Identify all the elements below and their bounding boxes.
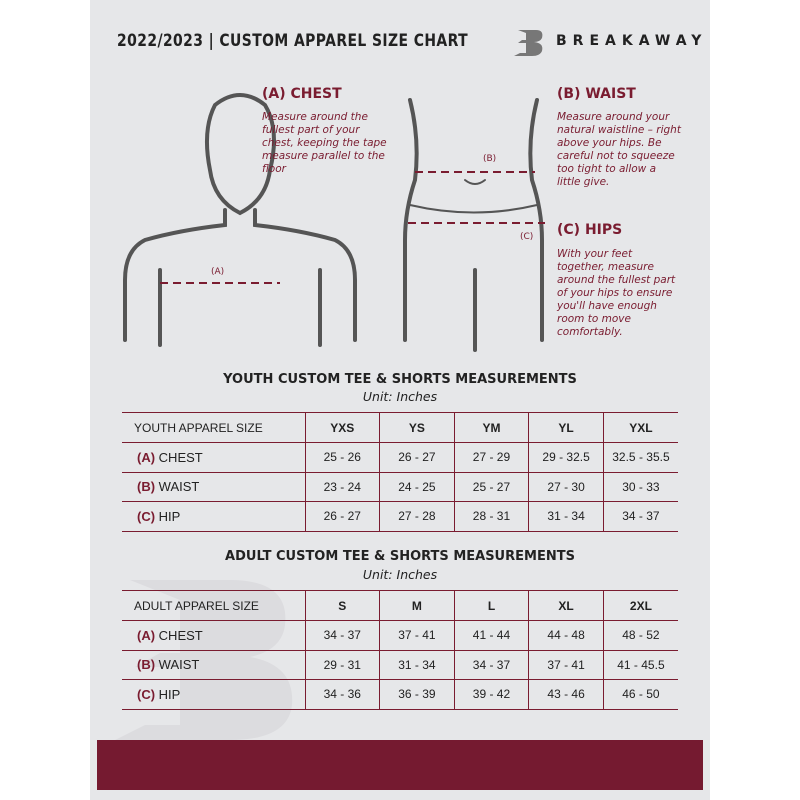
youth-size-table [122, 412, 678, 532]
table-cell: 27 - 30 [529, 472, 604, 502]
table-row [122, 621, 678, 651]
measurement-label [122, 680, 305, 710]
table-cell: 30 - 33 [603, 472, 678, 502]
table-row [122, 502, 678, 532]
size-header: YM [454, 413, 529, 443]
measurement-label [122, 472, 305, 502]
size-header: 2XL [603, 591, 678, 621]
measurement-key: (C) [137, 508, 156, 524]
size-header: YXL [603, 413, 678, 443]
measurement-key: (A) [137, 627, 156, 643]
table-cell: 48 - 52 [603, 621, 678, 651]
table-cell: 37 - 41 [529, 650, 604, 680]
table-row [122, 472, 678, 502]
header-row [122, 591, 678, 621]
size-label: ADULT APPAREL SIZE [122, 591, 305, 621]
hips-heading: (C) HIPS [557, 222, 623, 238]
measurement-name: WAIST [158, 479, 200, 495]
table-cell: 28 - 31 [454, 502, 529, 532]
measurement-label [122, 621, 305, 651]
header-row [122, 413, 678, 443]
size-header: XL [529, 591, 604, 621]
measurement-label [122, 650, 305, 680]
waist-marker: (B) [483, 154, 497, 164]
size-header: YS [380, 413, 455, 443]
table-cell: 27 - 28 [380, 502, 455, 532]
table-cell: 43 - 46 [529, 680, 604, 710]
size-header: M [380, 591, 455, 621]
table-cell: 26 - 27 [380, 443, 455, 473]
chest-instructions: Measure around the fullest part of your chest, keeping the tape measure parallel to the floor [262, 111, 387, 175]
table-cell: 31 - 34 [529, 502, 604, 532]
footer-band [97, 740, 703, 790]
adult-unit: Unit: Inches [362, 567, 438, 582]
table-row [122, 443, 678, 473]
table-cell: 39 - 42 [454, 680, 529, 710]
table-cell: 24 - 25 [380, 472, 455, 502]
measurement-name: HIP [158, 686, 181, 702]
table-cell: 29 - 31 [305, 650, 380, 680]
measurement-label [122, 443, 305, 473]
table-cell: 23 - 24 [305, 472, 380, 502]
youth-unit: Unit: Inches [362, 389, 438, 404]
table-cell: 29 - 32.5 [529, 443, 604, 473]
table-cell: 36 - 39 [380, 680, 455, 710]
table-cell: 34 - 37 [603, 502, 678, 532]
hips-marker: (C) [520, 232, 534, 242]
measurement-name: CHEST [158, 627, 203, 643]
table-cell: 26 - 27 [305, 502, 380, 532]
adult-table-title: ADULT CUSTOM TEE & SHORTS MEASUREMENTS [225, 549, 575, 564]
table-cell: 44 - 48 [529, 621, 604, 651]
table-cell: 31 - 34 [380, 650, 455, 680]
measurement-key: (B) [137, 657, 156, 673]
table-row [122, 680, 678, 710]
waist-instructions: Measure around your natural waistline – right above your hips. Be careful not to squeeze too tight to allow a little give. [557, 111, 681, 188]
size-header: S [305, 591, 380, 621]
table-cell: 41 - 45.5 [603, 650, 678, 680]
size-label: YOUTH APPAREL SIZE [122, 413, 305, 443]
hips-instructions: With your feet together, measure around the fullest part of your hips to ensure you'll have enough room to move comfortably. [557, 248, 676, 338]
youth-table-title: YOUTH CUSTOM TEE & SHORTS MEASUREMENTS [223, 372, 577, 387]
measurement-key: (C) [137, 686, 156, 702]
size-header: YXS [305, 413, 380, 443]
table-cell: 37 - 41 [380, 621, 455, 651]
measurement-name: CHEST [158, 449, 203, 465]
chest-heading: (A) CHEST [262, 86, 342, 102]
table-cell: 34 - 36 [305, 680, 380, 710]
table-cell: 25 - 26 [305, 443, 380, 473]
breakaway-logo-icon [512, 26, 546, 58]
measurement-name: WAIST [158, 657, 200, 673]
measurement-label [122, 502, 305, 532]
table-cell: 41 - 44 [454, 621, 529, 651]
measurement-key: (A) [137, 449, 156, 465]
measurement-key: (B) [137, 479, 156, 495]
size-header: L [454, 591, 529, 621]
waist-heading: (B) WAIST [557, 86, 636, 102]
brand-name: BREAKAWAY [556, 33, 708, 49]
size-header: YL [529, 413, 604, 443]
page-title: 2022/2023 | CUSTOM APPAREL SIZE CHART [117, 31, 469, 51]
table-cell: 27 - 29 [454, 443, 529, 473]
chest-marker: (A) [211, 267, 225, 277]
adult-size-table [122, 590, 678, 710]
measurement-name: HIP [158, 508, 181, 524]
table-cell: 34 - 37 [454, 650, 529, 680]
table-cell: 25 - 27 [454, 472, 529, 502]
table-cell: 34 - 37 [305, 621, 380, 651]
table-cell: 32.5 - 35.5 [603, 443, 678, 473]
table-cell: 46 - 50 [603, 680, 678, 710]
table-row [122, 650, 678, 680]
